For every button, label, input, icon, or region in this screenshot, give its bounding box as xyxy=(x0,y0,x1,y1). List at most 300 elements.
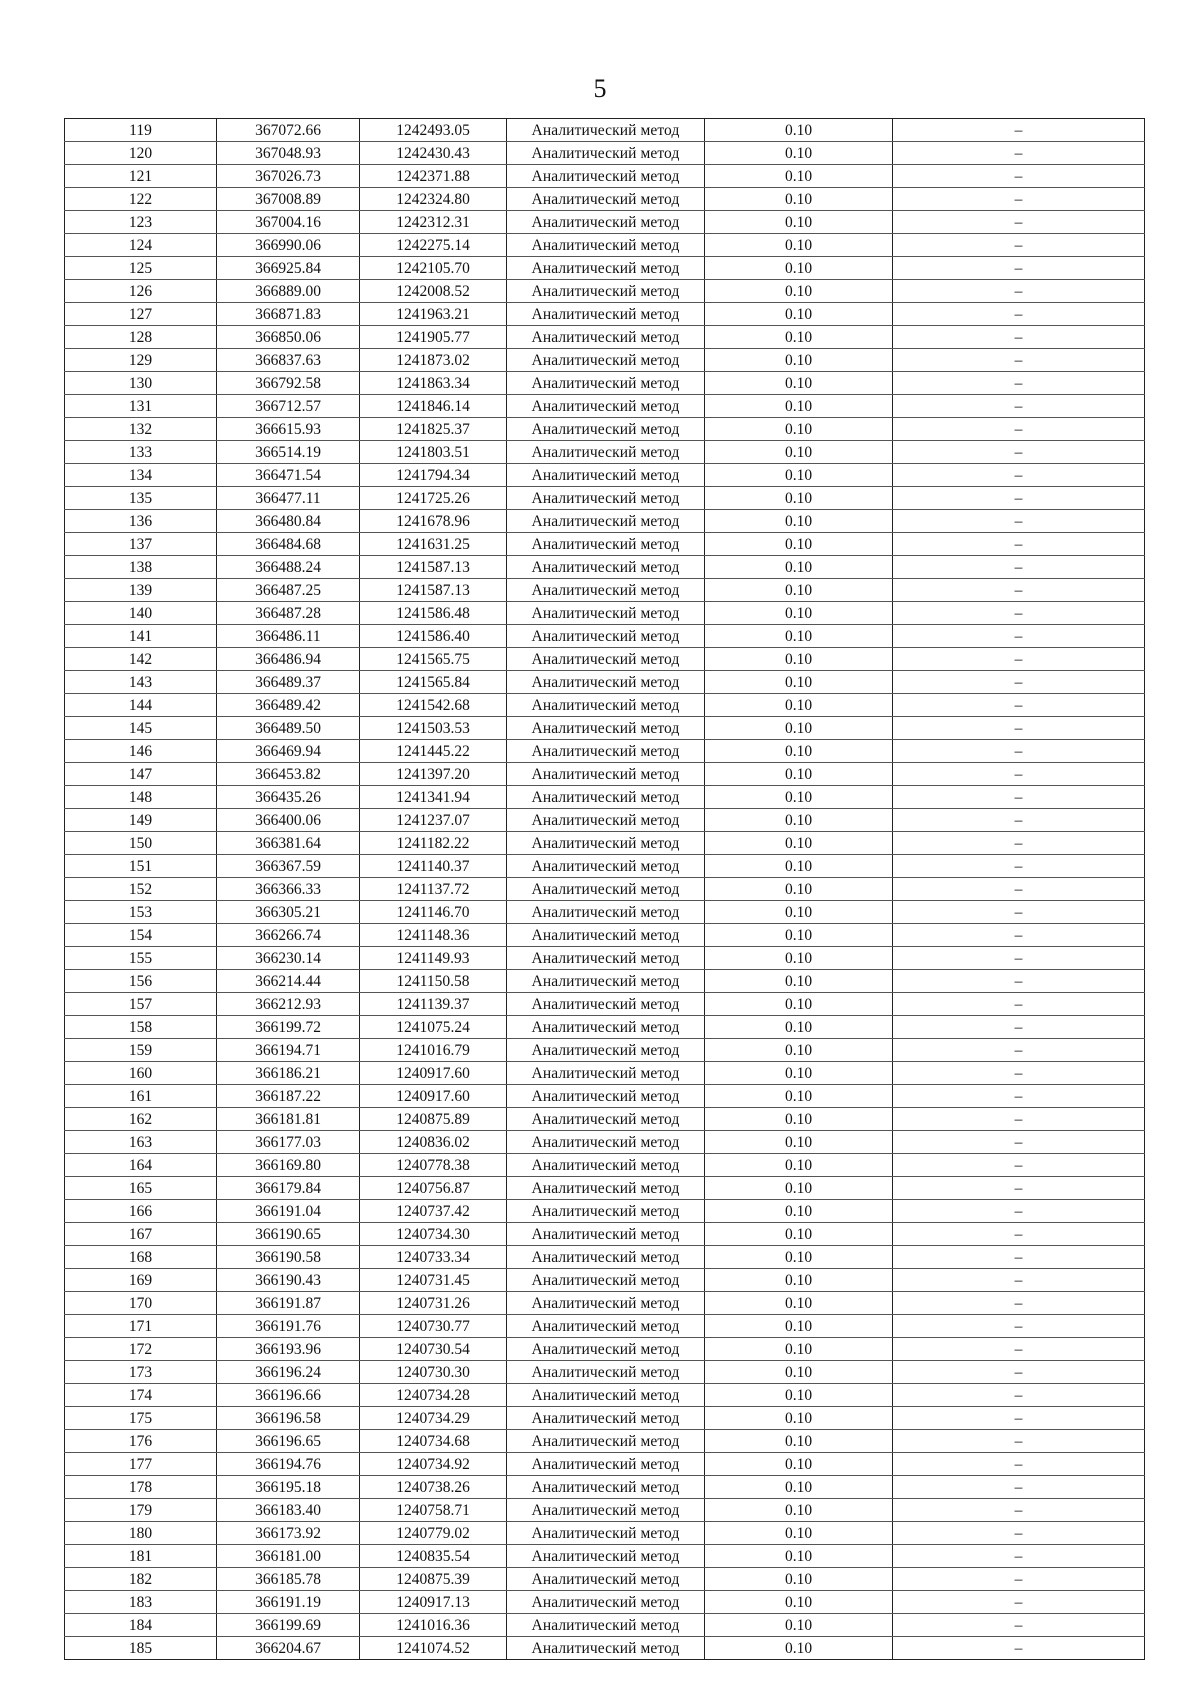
note-cell: – xyxy=(893,993,1145,1016)
x-coordinate-cell: 367004.16 xyxy=(217,211,360,234)
note-cell: – xyxy=(893,1246,1145,1269)
table-row xyxy=(65,1453,1145,1476)
method-cell: Аналитический метод xyxy=(507,487,705,510)
method-cell: Аналитический метод xyxy=(507,809,705,832)
method-cell: Аналитический метод xyxy=(507,211,705,234)
x-coordinate-cell: 366712.57 xyxy=(217,395,360,418)
page-number: 5 xyxy=(593,74,607,103)
method-cell: Аналитический метод xyxy=(507,326,705,349)
error-cell: 0.10 xyxy=(705,418,893,441)
y-coordinate-cell: 1240730.77 xyxy=(360,1315,507,1338)
x-coordinate-cell: 366484.68 xyxy=(217,533,360,556)
x-coordinate-cell: 366486.94 xyxy=(217,648,360,671)
error-cell: 0.10 xyxy=(705,326,893,349)
y-coordinate-cell: 1241140.37 xyxy=(360,855,507,878)
y-coordinate-cell: 1241146.70 xyxy=(360,901,507,924)
table-row xyxy=(65,188,1145,211)
table-row xyxy=(65,579,1145,602)
note-cell: – xyxy=(893,717,1145,740)
note-cell: – xyxy=(893,1545,1145,1568)
error-cell: 0.10 xyxy=(705,395,893,418)
y-coordinate-cell: 1241803.51 xyxy=(360,441,507,464)
method-cell: Аналитический метод xyxy=(507,1177,705,1200)
table-row xyxy=(65,602,1145,625)
note-cell: – xyxy=(893,257,1145,280)
error-cell: 0.10 xyxy=(705,1039,893,1062)
y-coordinate-cell: 1240917.60 xyxy=(360,1062,507,1085)
error-cell: 0.10 xyxy=(705,1545,893,1568)
table-row xyxy=(65,1568,1145,1591)
point-number-cell: 166 xyxy=(65,1200,217,1223)
method-cell: Аналитический метод xyxy=(507,763,705,786)
table-row xyxy=(65,1315,1145,1338)
y-coordinate-cell: 1241148.36 xyxy=(360,924,507,947)
y-coordinate-cell: 1242105.70 xyxy=(360,257,507,280)
error-cell: 0.10 xyxy=(705,188,893,211)
table-row xyxy=(65,418,1145,441)
point-number-cell: 164 xyxy=(65,1154,217,1177)
table-row xyxy=(65,1039,1145,1062)
note-cell: – xyxy=(893,1269,1145,1292)
x-coordinate-cell: 366792.58 xyxy=(217,372,360,395)
method-cell: Аналитический метод xyxy=(507,1637,705,1660)
table-row xyxy=(65,1016,1145,1039)
point-number-cell: 137 xyxy=(65,533,217,556)
x-coordinate-cell: 366194.76 xyxy=(217,1453,360,1476)
x-coordinate-cell: 366196.58 xyxy=(217,1407,360,1430)
point-number-cell: 170 xyxy=(65,1292,217,1315)
x-coordinate-cell: 366488.24 xyxy=(217,556,360,579)
x-coordinate-cell: 366191.04 xyxy=(217,1200,360,1223)
point-number-cell: 155 xyxy=(65,947,217,970)
point-number-cell: 139 xyxy=(65,579,217,602)
y-coordinate-cell: 1240756.87 xyxy=(360,1177,507,1200)
table-row xyxy=(65,165,1145,188)
x-coordinate-cell: 366190.43 xyxy=(217,1269,360,1292)
error-cell: 0.10 xyxy=(705,349,893,372)
note-cell: – xyxy=(893,211,1145,234)
x-coordinate-cell: 366469.94 xyxy=(217,740,360,763)
table-row xyxy=(65,786,1145,809)
x-coordinate-cell: 366489.50 xyxy=(217,717,360,740)
x-coordinate-cell: 366191.87 xyxy=(217,1292,360,1315)
point-number-cell: 123 xyxy=(65,211,217,234)
table-row xyxy=(65,924,1145,947)
x-coordinate-cell: 366190.65 xyxy=(217,1223,360,1246)
table-row xyxy=(65,556,1145,579)
error-cell: 0.10 xyxy=(705,763,893,786)
method-cell: Аналитический метод xyxy=(507,1039,705,1062)
method-cell: Аналитический метод xyxy=(507,1062,705,1085)
error-cell: 0.10 xyxy=(705,786,893,809)
method-cell: Аналитический метод xyxy=(507,303,705,326)
y-coordinate-cell: 1242275.14 xyxy=(360,234,507,257)
error-cell: 0.10 xyxy=(705,855,893,878)
table-row xyxy=(65,142,1145,165)
x-coordinate-cell: 366185.78 xyxy=(217,1568,360,1591)
method-cell: Аналитический метод xyxy=(507,1292,705,1315)
point-number-cell: 119 xyxy=(65,119,217,142)
point-number-cell: 158 xyxy=(65,1016,217,1039)
point-number-cell: 165 xyxy=(65,1177,217,1200)
note-cell: – xyxy=(893,395,1145,418)
point-number-cell: 151 xyxy=(65,855,217,878)
error-cell: 0.10 xyxy=(705,556,893,579)
y-coordinate-cell: 1241149.93 xyxy=(360,947,507,970)
x-coordinate-cell: 366186.21 xyxy=(217,1062,360,1085)
note-cell: – xyxy=(893,579,1145,602)
x-coordinate-cell: 366173.92 xyxy=(217,1522,360,1545)
y-coordinate-cell: 1240836.02 xyxy=(360,1131,507,1154)
x-coordinate-cell: 366453.82 xyxy=(217,763,360,786)
note-cell: – xyxy=(893,1407,1145,1430)
note-cell: – xyxy=(893,1062,1145,1085)
x-coordinate-cell: 366193.96 xyxy=(217,1338,360,1361)
error-cell: 0.10 xyxy=(705,1154,893,1177)
note-cell: – xyxy=(893,303,1145,326)
table-row xyxy=(65,441,1145,464)
method-cell: Аналитический метод xyxy=(507,717,705,740)
note-cell: – xyxy=(893,1430,1145,1453)
table-row xyxy=(65,1177,1145,1200)
error-cell: 0.10 xyxy=(705,441,893,464)
y-coordinate-cell: 1240835.54 xyxy=(360,1545,507,1568)
method-cell: Аналитический метод xyxy=(507,1315,705,1338)
y-coordinate-cell: 1241794.34 xyxy=(360,464,507,487)
error-cell: 0.10 xyxy=(705,1338,893,1361)
method-cell: Аналитический метод xyxy=(507,832,705,855)
point-number-cell: 126 xyxy=(65,280,217,303)
x-coordinate-cell: 366230.14 xyxy=(217,947,360,970)
x-coordinate-cell: 366179.84 xyxy=(217,1177,360,1200)
table-row xyxy=(65,970,1145,993)
note-cell: – xyxy=(893,1177,1145,1200)
point-number-cell: 154 xyxy=(65,924,217,947)
point-number-cell: 140 xyxy=(65,602,217,625)
note-cell: – xyxy=(893,1200,1145,1223)
error-cell: 0.10 xyxy=(705,947,893,970)
method-cell: Аналитический метод xyxy=(507,234,705,257)
point-number-cell: 185 xyxy=(65,1637,217,1660)
point-number-cell: 142 xyxy=(65,648,217,671)
y-coordinate-cell: 1242324.80 xyxy=(360,188,507,211)
note-cell: – xyxy=(893,855,1145,878)
point-number-cell: 120 xyxy=(65,142,217,165)
point-number-cell: 129 xyxy=(65,349,217,372)
point-number-cell: 182 xyxy=(65,1568,217,1591)
x-coordinate-cell: 367026.73 xyxy=(217,165,360,188)
point-number-cell: 161 xyxy=(65,1085,217,1108)
y-coordinate-cell: 1242312.31 xyxy=(360,211,507,234)
x-coordinate-cell: 366990.06 xyxy=(217,234,360,257)
table-row xyxy=(65,1522,1145,1545)
error-cell: 0.10 xyxy=(705,1499,893,1522)
x-coordinate-cell: 366195.18 xyxy=(217,1476,360,1499)
y-coordinate-cell: 1241182.22 xyxy=(360,832,507,855)
table-row xyxy=(65,1062,1145,1085)
method-cell: Аналитический метод xyxy=(507,418,705,441)
table-row xyxy=(65,1200,1145,1223)
error-cell: 0.10 xyxy=(705,924,893,947)
point-number-cell: 176 xyxy=(65,1430,217,1453)
x-coordinate-cell: 366889.00 xyxy=(217,280,360,303)
y-coordinate-cell: 1242430.43 xyxy=(360,142,507,165)
point-number-cell: 174 xyxy=(65,1384,217,1407)
point-number-cell: 152 xyxy=(65,878,217,901)
note-cell: – xyxy=(893,1108,1145,1131)
y-coordinate-cell: 1241503.53 xyxy=(360,717,507,740)
point-number-cell: 177 xyxy=(65,1453,217,1476)
error-cell: 0.10 xyxy=(705,464,893,487)
method-cell: Аналитический метод xyxy=(507,1131,705,1154)
table-row xyxy=(65,993,1145,1016)
note-cell: – xyxy=(893,1476,1145,1499)
method-cell: Аналитический метод xyxy=(507,855,705,878)
note-cell: – xyxy=(893,372,1145,395)
y-coordinate-cell: 1241075.24 xyxy=(360,1016,507,1039)
y-coordinate-cell: 1241863.34 xyxy=(360,372,507,395)
table-row xyxy=(65,119,1145,142)
point-number-cell: 138 xyxy=(65,556,217,579)
y-coordinate-cell: 1241397.20 xyxy=(360,763,507,786)
point-number-cell: 183 xyxy=(65,1591,217,1614)
table-row xyxy=(65,1384,1145,1407)
method-cell: Аналитический метод xyxy=(507,648,705,671)
method-cell: Аналитический метод xyxy=(507,1384,705,1407)
point-number-cell: 146 xyxy=(65,740,217,763)
error-cell: 0.10 xyxy=(705,901,893,924)
x-coordinate-cell: 366266.74 xyxy=(217,924,360,947)
y-coordinate-cell: 1240737.42 xyxy=(360,1200,507,1223)
note-cell: – xyxy=(893,556,1145,579)
method-cell: Аналитический метод xyxy=(507,372,705,395)
method-cell: Аналитический метод xyxy=(507,993,705,1016)
note-cell: – xyxy=(893,487,1145,510)
x-coordinate-cell: 366925.84 xyxy=(217,257,360,280)
y-coordinate-cell: 1240734.29 xyxy=(360,1407,507,1430)
point-number-cell: 163 xyxy=(65,1131,217,1154)
point-number-cell: 145 xyxy=(65,717,217,740)
x-coordinate-cell: 366169.80 xyxy=(217,1154,360,1177)
point-number-cell: 175 xyxy=(65,1407,217,1430)
table-row xyxy=(65,763,1145,786)
error-cell: 0.10 xyxy=(705,303,893,326)
method-cell: Аналитический метод xyxy=(507,1430,705,1453)
error-cell: 0.10 xyxy=(705,579,893,602)
point-number-cell: 130 xyxy=(65,372,217,395)
method-cell: Аналитический метод xyxy=(507,1016,705,1039)
method-cell: Аналитический метод xyxy=(507,257,705,280)
table-row xyxy=(65,326,1145,349)
method-cell: Аналитический метод xyxy=(507,602,705,625)
point-number-cell: 122 xyxy=(65,188,217,211)
note-cell: – xyxy=(893,786,1145,809)
point-number-cell: 136 xyxy=(65,510,217,533)
method-cell: Аналитический метод xyxy=(507,165,705,188)
note-cell: – xyxy=(893,510,1145,533)
method-cell: Аналитический метод xyxy=(507,1085,705,1108)
method-cell: Аналитический метод xyxy=(507,1154,705,1177)
error-cell: 0.10 xyxy=(705,970,893,993)
point-number-cell: 144 xyxy=(65,694,217,717)
table-row xyxy=(65,1591,1145,1614)
y-coordinate-cell: 1240758.71 xyxy=(360,1499,507,1522)
note-cell: – xyxy=(893,1453,1145,1476)
method-cell: Аналитический метод xyxy=(507,1223,705,1246)
method-cell: Аналитический метод xyxy=(507,671,705,694)
point-number-cell: 150 xyxy=(65,832,217,855)
y-coordinate-cell: 1241137.72 xyxy=(360,878,507,901)
table-row xyxy=(65,1545,1145,1568)
y-coordinate-cell: 1240734.28 xyxy=(360,1384,507,1407)
method-cell: Аналитический метод xyxy=(507,188,705,211)
error-cell: 0.10 xyxy=(705,717,893,740)
y-coordinate-cell: 1240730.30 xyxy=(360,1361,507,1384)
x-coordinate-cell: 366181.81 xyxy=(217,1108,360,1131)
note-cell: – xyxy=(893,1591,1145,1614)
y-coordinate-cell: 1240779.02 xyxy=(360,1522,507,1545)
method-cell: Аналитический метод xyxy=(507,533,705,556)
error-cell: 0.10 xyxy=(705,671,893,694)
y-coordinate-cell: 1240730.54 xyxy=(360,1338,507,1361)
y-coordinate-cell: 1240875.39 xyxy=(360,1568,507,1591)
note-cell: – xyxy=(893,878,1145,901)
error-cell: 0.10 xyxy=(705,510,893,533)
method-cell: Аналитический метод xyxy=(507,878,705,901)
error-cell: 0.10 xyxy=(705,878,893,901)
method-cell: Аналитический метод xyxy=(507,349,705,372)
error-cell: 0.10 xyxy=(705,740,893,763)
method-cell: Аналитический метод xyxy=(507,1522,705,1545)
note-cell: – xyxy=(893,1039,1145,1062)
y-coordinate-cell: 1241905.77 xyxy=(360,326,507,349)
table-row xyxy=(65,1361,1145,1384)
x-coordinate-cell: 366204.67 xyxy=(217,1637,360,1660)
table-row xyxy=(65,694,1145,717)
x-coordinate-cell: 366487.28 xyxy=(217,602,360,625)
note-cell: – xyxy=(893,947,1145,970)
note-cell: – xyxy=(893,832,1145,855)
note-cell: – xyxy=(893,1223,1145,1246)
error-cell: 0.10 xyxy=(705,1568,893,1591)
table-row xyxy=(65,947,1145,970)
x-coordinate-cell: 366212.93 xyxy=(217,993,360,1016)
note-cell: – xyxy=(893,763,1145,786)
error-cell: 0.10 xyxy=(705,1131,893,1154)
error-cell: 0.10 xyxy=(705,1430,893,1453)
error-cell: 0.10 xyxy=(705,211,893,234)
table-row xyxy=(65,234,1145,257)
note-cell: – xyxy=(893,142,1145,165)
table-row xyxy=(65,878,1145,901)
x-coordinate-cell: 366194.71 xyxy=(217,1039,360,1062)
y-coordinate-cell: 1241963.21 xyxy=(360,303,507,326)
method-cell: Аналитический метод xyxy=(507,1407,705,1430)
y-coordinate-cell: 1241631.25 xyxy=(360,533,507,556)
point-number-cell: 159 xyxy=(65,1039,217,1062)
error-cell: 0.10 xyxy=(705,602,893,625)
method-cell: Аналитический метод xyxy=(507,464,705,487)
note-cell: – xyxy=(893,1499,1145,1522)
note-cell: – xyxy=(893,648,1145,671)
point-number-cell: 147 xyxy=(65,763,217,786)
x-coordinate-cell: 366871.83 xyxy=(217,303,360,326)
error-cell: 0.10 xyxy=(705,625,893,648)
error-cell: 0.10 xyxy=(705,1016,893,1039)
table-row xyxy=(65,464,1145,487)
table-row xyxy=(65,1292,1145,1315)
note-cell: – xyxy=(893,1522,1145,1545)
method-cell: Аналитический метод xyxy=(507,395,705,418)
note-cell: – xyxy=(893,740,1145,763)
error-cell: 0.10 xyxy=(705,234,893,257)
coordinates-table xyxy=(64,118,1145,1660)
y-coordinate-cell: 1240875.89 xyxy=(360,1108,507,1131)
method-cell: Аналитический метод xyxy=(507,924,705,947)
table-row xyxy=(65,487,1145,510)
x-coordinate-cell: 366196.24 xyxy=(217,1361,360,1384)
error-cell: 0.10 xyxy=(705,1361,893,1384)
note-cell: – xyxy=(893,165,1145,188)
y-coordinate-cell: 1241825.37 xyxy=(360,418,507,441)
x-coordinate-cell: 366183.40 xyxy=(217,1499,360,1522)
y-coordinate-cell: 1241873.02 xyxy=(360,349,507,372)
point-number-cell: 179 xyxy=(65,1499,217,1522)
method-cell: Аналитический метод xyxy=(507,1545,705,1568)
table-row xyxy=(65,1108,1145,1131)
method-cell: Аналитический метод xyxy=(507,1269,705,1292)
note-cell: – xyxy=(893,1131,1145,1154)
error-cell: 0.10 xyxy=(705,372,893,395)
note-cell: – xyxy=(893,119,1145,142)
x-coordinate-cell: 366196.65 xyxy=(217,1430,360,1453)
error-cell: 0.10 xyxy=(705,119,893,142)
error-cell: 0.10 xyxy=(705,257,893,280)
note-cell: – xyxy=(893,234,1145,257)
error-cell: 0.10 xyxy=(705,1453,893,1476)
table-row xyxy=(65,832,1145,855)
table-row xyxy=(65,1430,1145,1453)
table-row xyxy=(65,372,1145,395)
method-cell: Аналитический метод xyxy=(507,510,705,533)
point-number-cell: 162 xyxy=(65,1108,217,1131)
x-coordinate-cell: 366489.37 xyxy=(217,671,360,694)
method-cell: Аналитический метод xyxy=(507,280,705,303)
point-number-cell: 125 xyxy=(65,257,217,280)
method-cell: Аналитический метод xyxy=(507,441,705,464)
point-number-cell: 181 xyxy=(65,1545,217,1568)
error-cell: 0.10 xyxy=(705,1591,893,1614)
y-coordinate-cell: 1241565.75 xyxy=(360,648,507,671)
y-coordinate-cell: 1240917.13 xyxy=(360,1591,507,1614)
y-coordinate-cell: 1241016.79 xyxy=(360,1039,507,1062)
point-number-cell: 143 xyxy=(65,671,217,694)
y-coordinate-cell: 1242371.88 xyxy=(360,165,507,188)
method-cell: Аналитический метод xyxy=(507,1108,705,1131)
y-coordinate-cell: 1242493.05 xyxy=(360,119,507,142)
x-coordinate-cell: 366850.06 xyxy=(217,326,360,349)
x-coordinate-cell: 366400.06 xyxy=(217,809,360,832)
method-cell: Аналитический метод xyxy=(507,970,705,993)
y-coordinate-cell: 1241586.40 xyxy=(360,625,507,648)
y-coordinate-cell: 1241586.48 xyxy=(360,602,507,625)
error-cell: 0.10 xyxy=(705,280,893,303)
point-number-cell: 168 xyxy=(65,1246,217,1269)
note-cell: – xyxy=(893,1154,1145,1177)
y-coordinate-cell: 1240917.60 xyxy=(360,1085,507,1108)
error-cell: 0.10 xyxy=(705,1315,893,1338)
point-number-cell: 184 xyxy=(65,1614,217,1637)
